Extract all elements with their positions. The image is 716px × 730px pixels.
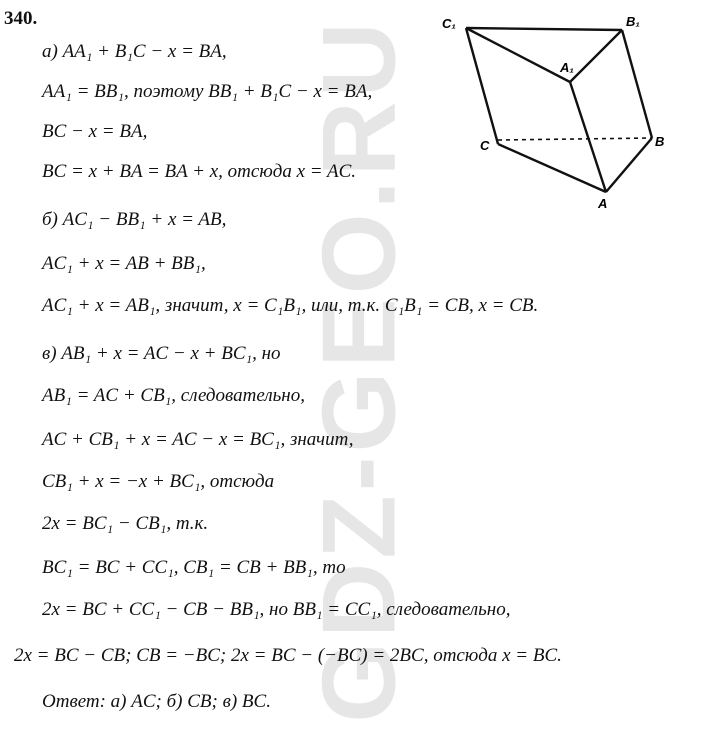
solution-line-a1 — [42, 40, 227, 64]
solution-line-c3-text: AC + CB₁ + x = AC − x = BC₁, значит, — [42, 429, 354, 450]
solution-line-c4 — [42, 470, 274, 494]
edge-c-a — [498, 144, 606, 192]
solution-line-b3 — [42, 294, 538, 318]
edge-c-b-hidden — [498, 138, 652, 140]
solution-line-b1-text: б) AC₁ − BB₁ + x = AB, — [42, 209, 227, 230]
solution-line-c1-text: в) AB₁ + x = AC − x + BC₁, но — [42, 343, 281, 364]
solution-line-a2 — [42, 80, 372, 104]
solution-line-c1 — [42, 342, 281, 366]
solution-line-c5 — [42, 512, 208, 536]
edge-c1-c — [466, 28, 498, 144]
label-b1: B₁ — [626, 14, 640, 29]
edge-a1-a — [570, 82, 606, 192]
prism-figure — [440, 6, 680, 216]
edge-c1-b1 — [466, 28, 622, 30]
solution-line-a3-text: BC − x = BA, — [42, 121, 148, 142]
solution-line-c5-text: 2x = BC₁ − CB₁, т.к. — [42, 513, 209, 534]
label-c: C — [480, 138, 490, 153]
edge-b1-b — [622, 30, 652, 138]
answer-text: а) AC; б) CB; в) BC. — [110, 691, 271, 712]
solution-line-a3 — [42, 120, 147, 144]
solution-line-b2-text: AC₁ + x = AB + BB₁, — [42, 253, 206, 274]
solution-line-c6 — [42, 556, 346, 580]
solution-line-c8-text: 2x = BC − CB; CB = −BC; 2x = BC − (−BC) = 2BC, отсюда x = BC. — [14, 645, 562, 666]
solution-line-b1 — [42, 208, 226, 232]
solution-line-c2-text: AB₁ = AC + CB₁, следовательно, — [42, 385, 305, 406]
label-c1: C₁ — [442, 16, 456, 31]
solution-line-b3-text: AC₁ + x = AB₁, значит, x = C₁B₁, или, т.к. C₁B₁ = CB, x = CB. — [42, 295, 539, 316]
edge-a-b — [606, 138, 652, 192]
solution-line-c6-text: BC₁ = BC + CC₁, CB₁ = CB + BB₁, то — [42, 557, 346, 578]
answer-line — [42, 690, 271, 714]
solution-line-a4 — [42, 160, 356, 184]
solution-line-a2-text: AA₁ = BB₁, поэтому BB₁ + B₁C − x = BA, — [42, 81, 373, 102]
solution-line-c7-text: 2x = BC + CC₁ − CB − BB₁, но BB₁ = CC₁, следовательно, — [42, 599, 511, 620]
answer-label: Ответ: — [42, 691, 106, 712]
solution-line-b2 — [42, 252, 206, 276]
watermark: GDZ-GEO.RU — [301, 17, 418, 723]
solution-line-c4-text: CB₁ + x = −x + BC₁, отсюда — [42, 471, 275, 492]
solution-line-c2 — [42, 384, 305, 408]
label-b: B — [655, 134, 665, 149]
problem-number: 340. — [4, 8, 38, 29]
solution-line-c3 — [42, 428, 354, 452]
edge-a1-b1 — [570, 30, 622, 82]
label-a: A — [598, 196, 608, 211]
solution-line-c8 — [14, 644, 562, 668]
edge-c1-a1 — [466, 28, 570, 82]
label-a1: A₁ — [560, 60, 574, 75]
solution-line-c7 — [42, 598, 510, 622]
solution-line-a4-text: BC = x + BA = BA + x, отсюда x = AC. — [42, 161, 357, 182]
solution-line-a1-text: а) AA₁ + B₁C − x = BA, — [42, 41, 227, 62]
